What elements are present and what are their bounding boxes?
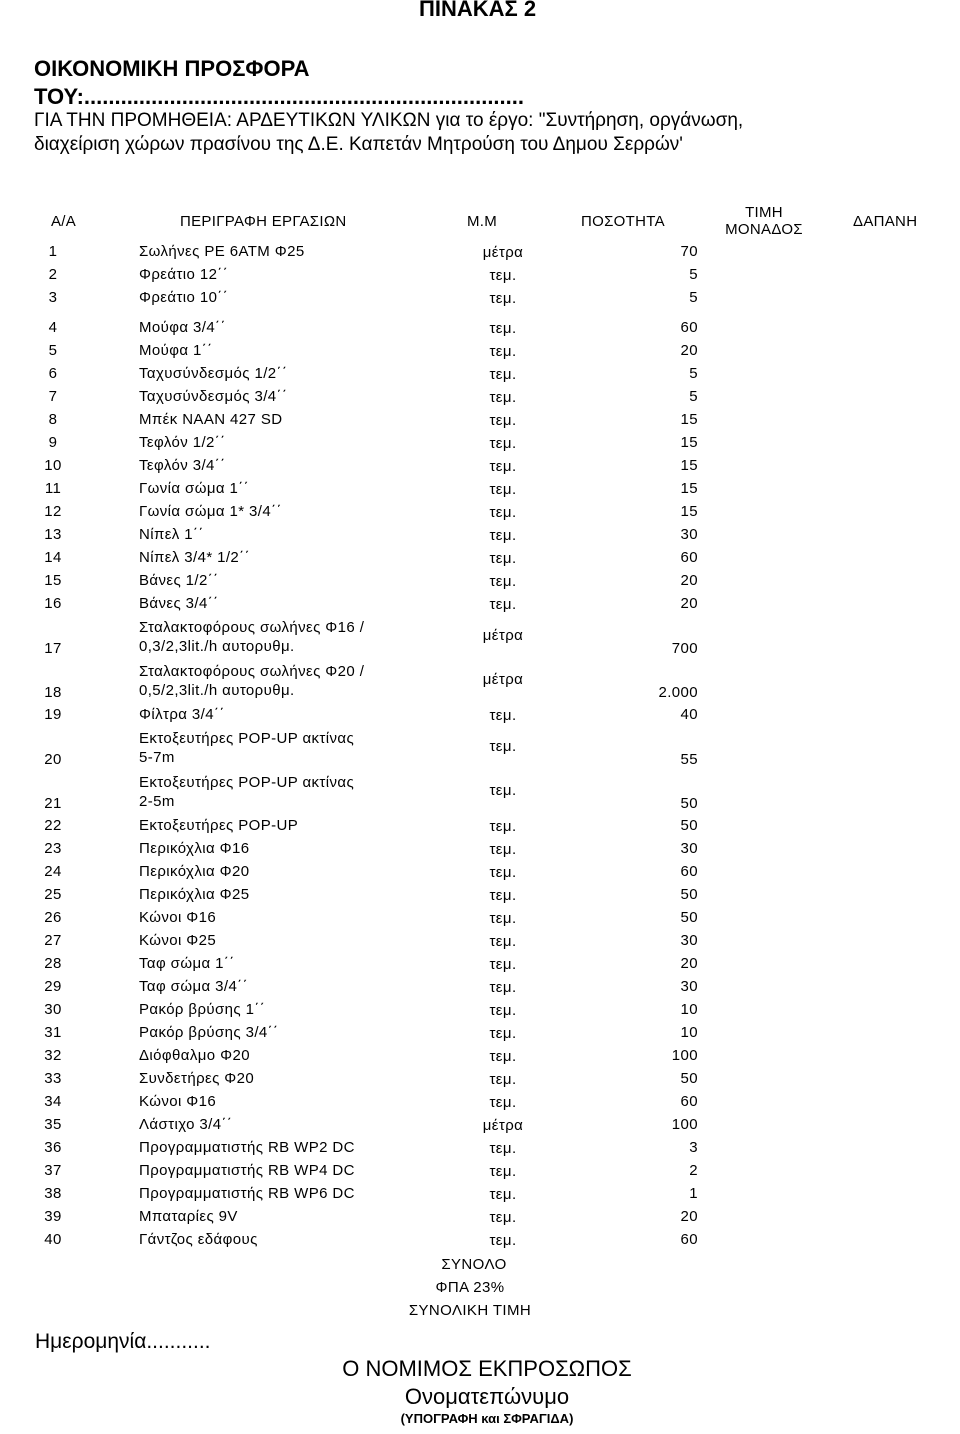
row-description: Ταχυσύνδεσμός 1/2΄΄: [139, 365, 288, 382]
date-line: Ημερομηνία...........: [35, 1330, 211, 1353]
subject-line-2: διαχείριση χώρων πρασίνου της Δ.Ε. Καπετάν Μητρούση του Δημου Σερρών': [34, 134, 683, 155]
row-description: Κώνοι Φ16: [139, 1093, 217, 1110]
row-description: Κώνοι Φ16: [139, 909, 217, 926]
row-number: 37: [44, 1162, 62, 1179]
row-quantity: 100: [671, 1116, 698, 1133]
row-unit: τεμ.: [489, 956, 517, 973]
row-description: Σταλακτοφόρους σωλήνες Φ20 /: [139, 663, 365, 680]
row-description: Ταχυσύνδεσμός 3/4΄΄: [139, 388, 288, 405]
row-unit: τεμ.: [489, 573, 517, 590]
row-number: 5: [48, 342, 58, 359]
row-unit: τεμ.: [489, 738, 517, 755]
row-unit: τεμ.: [489, 458, 517, 475]
row-quantity: 5: [689, 289, 698, 306]
representative-label: Ο ΝΟΜΙΜΟΣ ΕΚΠΡΟΣΩΠΟΣ: [342, 1356, 632, 1381]
row-description: Εκτοξευτήρες POP-UP ακτίνας: [139, 730, 355, 747]
row-number: 13: [44, 526, 62, 543]
row-number: 4: [48, 319, 58, 336]
row-description: Σταλακτοφόρους σωλήνες Φ16 /: [139, 619, 365, 636]
full-name-label: Ονοματεπώνυμο: [404, 1384, 570, 1409]
row-number: 20: [44, 751, 62, 768]
row-unit: τεμ.: [489, 887, 517, 904]
row-description-line-2: 0,5/2,3lit./h αυτορυθμ.: [139, 682, 295, 699]
row-number: 10: [44, 457, 62, 474]
row-quantity: 20: [680, 1208, 698, 1225]
row-unit: μέτρα: [482, 671, 524, 688]
row-unit: τεμ.: [489, 290, 517, 307]
row-number: 17: [44, 640, 62, 657]
row-description: Ρακόρ βρύσης 3/4΄΄: [139, 1024, 279, 1041]
row-description: Τεφλόν 1/2΄΄: [139, 434, 226, 451]
row-description: Μούφα 3/4΄΄: [139, 319, 226, 336]
row-number: 25: [44, 886, 62, 903]
row-unit: τεμ.: [489, 933, 517, 950]
row-number: 28: [44, 955, 62, 972]
row-description: Φίλτρα 3/4΄΄: [139, 706, 225, 723]
row-number: 18: [44, 684, 62, 701]
row-quantity: 30: [680, 840, 698, 857]
row-description: Λάστιχο 3/4΄΄: [139, 1116, 233, 1133]
row-description: Βάνες 1/2΄΄: [139, 572, 219, 589]
row-description: Διόφθαλμο Φ20: [139, 1047, 250, 1064]
row-number: 35: [44, 1116, 62, 1133]
row-description: Ταφ σώμα 3/4΄΄: [139, 978, 248, 995]
row-unit: μέτρα: [482, 1117, 524, 1134]
row-description-line-2: 5-7m: [139, 749, 175, 766]
row-number: 15: [44, 572, 62, 589]
offer-heading: ΟΙΚΟΝΟΜΙΚΗ ΠΡΟΣΦΟΡΑ: [34, 56, 310, 81]
row-description: Μούφα 1΄΄: [139, 342, 213, 359]
row-quantity: 2.000: [658, 684, 698, 701]
row-quantity: 15: [680, 503, 698, 520]
row-number: 11: [44, 480, 62, 497]
vat-label: ΦΠΑ 23%: [435, 1279, 505, 1296]
row-description: Συνδετήρες Φ20: [139, 1070, 255, 1087]
row-quantity: 15: [680, 411, 698, 428]
row-description: Περικόχλια Φ20: [139, 863, 250, 880]
subject-line-1: ΓΙΑ ΤΗΝ ΠΡΟΜΗΘΕΙΑ: ΑΡΔΕΥΤΙΚΩΝ ΥΛΙΚΩΝ για το έργο: "Συντήρηση, οργάνωση,: [34, 110, 744, 131]
row-description: Σωλήνες PE 6ATM Φ25: [139, 243, 305, 260]
row-unit: μέτρα: [482, 627, 524, 644]
row-number: 2: [48, 266, 58, 283]
row-unit: τεμ.: [489, 1209, 517, 1226]
row-unit: τεμ.: [489, 1186, 517, 1203]
row-unit: τεμ.: [489, 320, 517, 337]
row-quantity: 60: [680, 863, 698, 880]
row-number: 31: [44, 1024, 62, 1041]
row-description: Φρεάτιο 10΄΄: [139, 289, 229, 306]
row-number: 30: [44, 1001, 62, 1018]
row-quantity: 30: [680, 978, 698, 995]
row-number: 8: [48, 411, 58, 428]
row-number: 7: [48, 388, 58, 405]
row-number: 6: [48, 365, 58, 382]
row-quantity: 15: [680, 480, 698, 497]
row-unit: τεμ.: [489, 412, 517, 429]
row-number: 38: [44, 1185, 62, 1202]
row-unit: τεμ.: [489, 910, 517, 927]
row-description: Προγραμματιστής RB WP6 DC: [139, 1185, 355, 1202]
row-quantity: 50: [680, 795, 698, 812]
row-quantity: 50: [680, 817, 698, 834]
row-unit: τεμ.: [489, 366, 517, 383]
row-quantity: 5: [689, 365, 698, 382]
row-quantity: 20: [680, 955, 698, 972]
row-number: 33: [44, 1070, 62, 1087]
row-description: Γωνία σώμα 1΄΄: [139, 480, 250, 497]
row-number: 22: [44, 817, 62, 834]
row-quantity: 100: [671, 1047, 698, 1064]
row-description-line-2: 0,3/2,3lit./h αυτορυθμ.: [139, 638, 295, 655]
row-number: 29: [44, 978, 62, 995]
column-header-description: ΠΕΡΙΓΡΑΦΗ ΕΡΓΑΣΙΩΝ: [180, 213, 347, 230]
row-description: Μπαταρίες 9V: [139, 1208, 238, 1225]
row-number: 21: [44, 795, 62, 812]
row-number: 1: [48, 243, 58, 260]
row-description: Κώνοι Φ25: [139, 932, 217, 949]
row-unit: τεμ.: [489, 1002, 517, 1019]
row-quantity: 60: [680, 549, 698, 566]
column-header-cost: ΔΑΠΑΝΗ: [853, 213, 918, 230]
row-unit: τεμ.: [489, 1071, 517, 1088]
row-number: 9: [48, 434, 58, 451]
unit-price-line-2: ΜΟΝΑΔΟΣ: [725, 221, 803, 238]
row-description: Ρακόρ βρύσης 1΄΄: [139, 1001, 266, 1018]
row-quantity: 5: [689, 266, 698, 283]
row-unit: τεμ.: [489, 841, 517, 858]
row-quantity: 30: [680, 526, 698, 543]
row-quantity: 3: [689, 1139, 698, 1156]
row-description: Ταφ σώμα 1΄΄: [139, 955, 235, 972]
row-quantity: 15: [680, 457, 698, 474]
column-header-unit: Μ.Μ: [467, 213, 498, 230]
row-number: 32: [44, 1047, 62, 1064]
row-quantity: 30: [680, 932, 698, 949]
row-unit: τεμ.: [489, 1025, 517, 1042]
row-number: 12: [44, 503, 62, 520]
row-number: 14: [44, 549, 62, 566]
row-unit: τεμ.: [489, 1048, 517, 1065]
row-number: 23: [44, 840, 62, 857]
row-quantity: 70: [680, 243, 698, 260]
row-number: 39: [44, 1208, 62, 1225]
row-quantity: 1: [689, 1185, 698, 1202]
row-quantity: 20: [680, 595, 698, 612]
row-description: Τεφλόν 3/4΄΄: [139, 457, 226, 474]
row-number: 36: [44, 1139, 62, 1156]
row-quantity: 20: [680, 572, 698, 589]
total-sum-label: ΣΥΝΟΛΟ: [441, 1256, 507, 1273]
row-quantity: 15: [680, 434, 698, 451]
row-quantity: 10: [680, 1001, 698, 1018]
grand-total-label: ΣΥΝΟΛΙΚΗ ΤΙΜΗ: [408, 1302, 532, 1319]
row-quantity: 2: [689, 1162, 698, 1179]
row-number: 19: [44, 706, 62, 723]
column-header-aa: Α/Α: [51, 213, 77, 230]
row-unit: τεμ.: [489, 1094, 517, 1111]
row-unit: τεμ.: [489, 1140, 517, 1157]
row-description: Βάνες 3/4΄΄: [139, 595, 219, 612]
row-description: Περικόχλια Φ25: [139, 886, 250, 903]
row-unit: τεμ.: [489, 596, 517, 613]
row-quantity: 50: [680, 1070, 698, 1087]
unit-price-line-1: ΤΙΜΗ: [745, 204, 783, 221]
row-number: 26: [44, 909, 62, 926]
row-description-line-2: 2-5m: [139, 793, 175, 810]
row-number: 27: [44, 932, 62, 949]
page-title: ΠΙΝΑΚΑΣ 2: [419, 0, 537, 21]
row-quantity: 60: [680, 1093, 698, 1110]
row-quantity: 5: [689, 388, 698, 405]
row-quantity: 50: [680, 909, 698, 926]
row-unit: τεμ.: [489, 435, 517, 452]
signature-stamp-label: (ΥΠΟΓΡΑΦΗ και ΣΦΡΑΓΙΔΑ): [400, 1411, 574, 1426]
row-number: 16: [44, 595, 62, 612]
row-unit: τεμ.: [489, 389, 517, 406]
row-description: Προγραμματιστής RB WP4 DC: [139, 1162, 355, 1179]
row-quantity: 20: [680, 342, 698, 359]
row-description: Εκτοξευτήρες POP-UP ακτίνας: [139, 774, 355, 791]
row-unit: τεμ.: [489, 343, 517, 360]
row-quantity: 10: [680, 1024, 698, 1041]
row-unit: τεμ.: [489, 818, 517, 835]
row-unit: τεμ.: [489, 979, 517, 996]
row-unit: τεμ.: [489, 504, 517, 521]
row-description: Περικόχλια Φ16: [139, 840, 250, 857]
row-description: Προγραμματιστής RB WP2 DC: [139, 1139, 355, 1156]
row-description: Γωνία σώμα 1* 3/4΄΄: [139, 503, 282, 520]
row-description: Νίπελ 1΄΄: [139, 526, 204, 543]
row-quantity: 55: [680, 751, 698, 768]
row-quantity: 60: [680, 1231, 698, 1248]
row-unit: μέτρα: [482, 244, 524, 261]
row-unit: τεμ.: [489, 267, 517, 284]
column-header-quantity: ΠΟΣΟΤΗΤΑ: [581, 213, 665, 230]
row-unit: τεμ.: [489, 1232, 517, 1249]
row-number: 34: [44, 1093, 62, 1110]
row-description: Μπέκ ΝΑΑΝ 427 SD: [139, 411, 283, 428]
row-quantity: 700: [671, 640, 698, 657]
row-number: 3: [48, 289, 58, 306]
row-number: 24: [44, 863, 62, 880]
row-description: Γάντζος εδάφους: [139, 1231, 258, 1248]
row-description: Νίπελ 3/4* 1/2΄΄: [139, 549, 250, 566]
row-unit: τεμ.: [489, 864, 517, 881]
row-unit: τεμ.: [489, 527, 517, 544]
row-description: Φρεάτιο 12΄΄: [139, 266, 229, 283]
row-quantity: 50: [680, 886, 698, 903]
row-description: Εκτοξευτήρες POP-UP: [139, 817, 299, 834]
row-unit: τεμ.: [489, 481, 517, 498]
recipient-line: ΤΟΥ:........................................................................: [34, 84, 524, 109]
row-unit: τεμ.: [489, 1163, 517, 1180]
row-unit: τεμ.: [489, 707, 517, 724]
row-unit: τεμ.: [489, 550, 517, 567]
row-unit: τεμ.: [489, 782, 517, 799]
row-quantity: 60: [680, 319, 698, 336]
row-quantity: 40: [680, 706, 698, 723]
row-number: 40: [44, 1231, 62, 1248]
